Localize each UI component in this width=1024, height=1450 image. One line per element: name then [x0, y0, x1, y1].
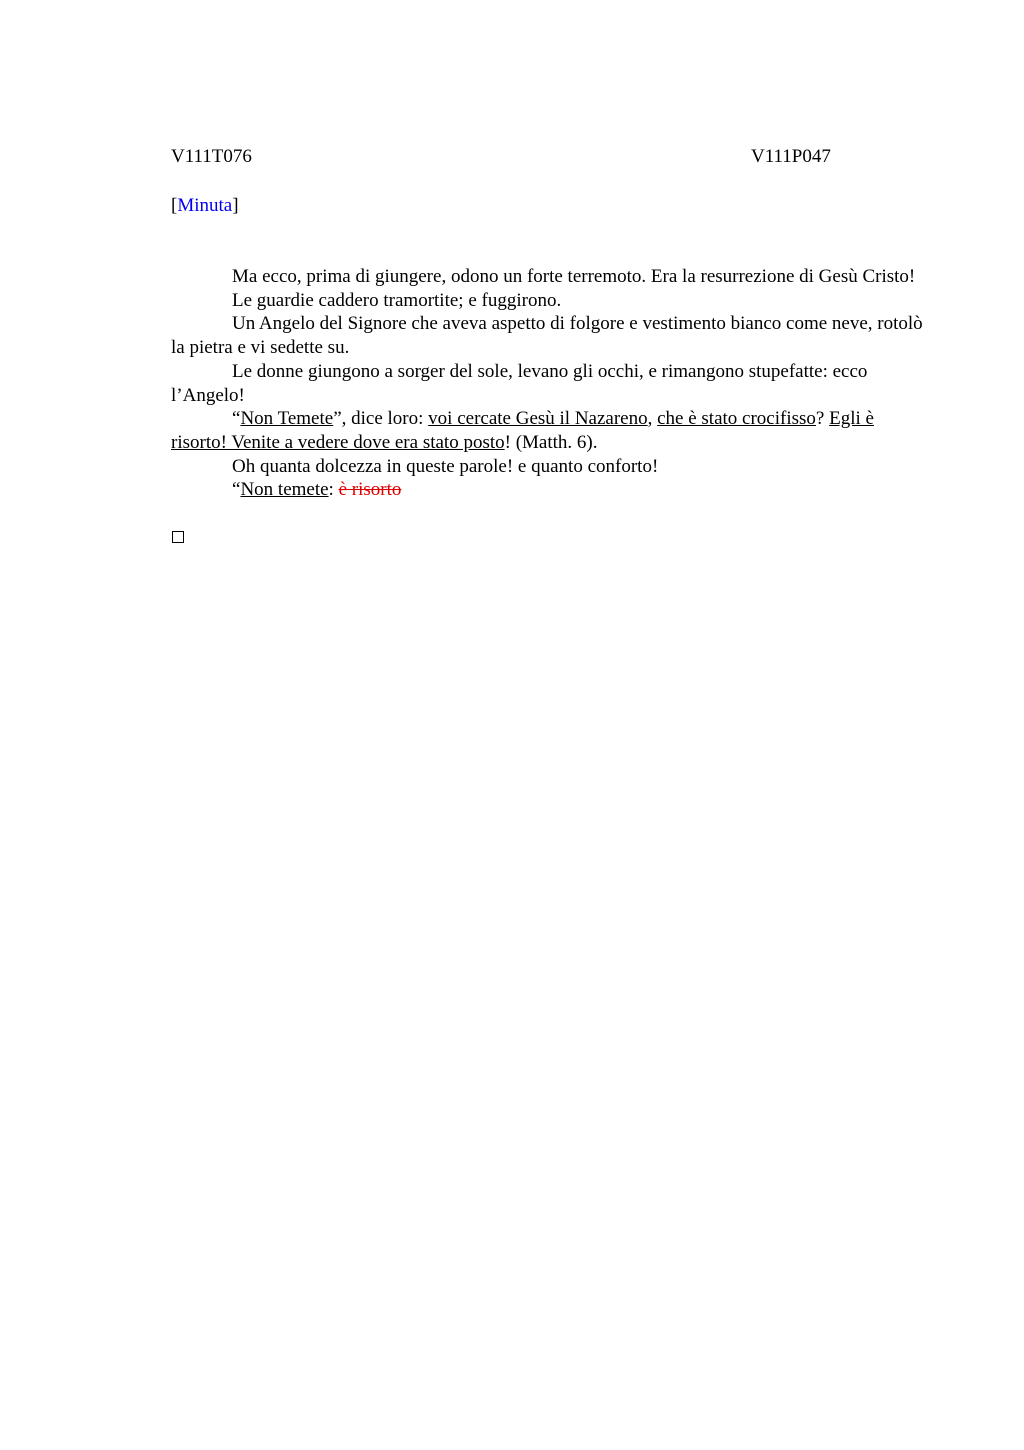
paragraph-angel: Un Angelo del Signore che aveva aspetto di folgore e vestimento bianco come neve, rotolò la pietra e vi sedette su. [171, 313, 923, 359]
underlined-phrase: Egli è risorto! Venite a vedere dove era stato posto [171, 408, 874, 453]
paragraph-earthquake: Ma ecco, prima di giungere, odono un forte terremoto. Era la resurrezione di Gesù Cristo! [232, 266, 916, 287]
paragraph-do-not-fear [171, 478, 926, 502]
quote-mark: “ [232, 408, 241, 430]
underlined-phrase: Non temete [240, 479, 329, 501]
text-run: : [328, 479, 339, 501]
bracket-close: ] [232, 195, 239, 216]
body-text [171, 265, 926, 502]
document-code-left: V111T076 [171, 146, 252, 167]
text-run: ? [815, 408, 830, 430]
paragraph-women: Le donne giungono a sorger del sole, levano gli occhi, e rimangono stupefatte: ecco l’Angelo! [171, 360, 868, 406]
quote-mark: “ [232, 479, 241, 501]
text-run: ! (Matth. 6). [504, 431, 598, 453]
underlined-phrase: Non Temete [240, 408, 334, 430]
paragraph-guards: Le guardie caddero tramortite; e fuggirono. [232, 289, 562, 311]
minuta-keyword: Minuta [177, 195, 233, 216]
bracket-open: [ [171, 195, 178, 216]
underlined-phrase: voi cercate Gesù il Nazareno [428, 408, 648, 430]
minuta-label [171, 195, 239, 217]
paragraph-angel-speech [171, 407, 926, 454]
deleted-text: è risorto [338, 479, 402, 501]
document-code-right: V111P047 [751, 146, 831, 167]
text-run: ”, dice loro: [333, 408, 429, 430]
text-run: , [647, 408, 658, 430]
end-marker-box [172, 531, 184, 543]
underlined-phrase: che è stato crocifisso [657, 408, 816, 430]
paragraph-sweetness: Oh quanta dolcezza in queste parole! e quanto conforto! [232, 455, 659, 477]
